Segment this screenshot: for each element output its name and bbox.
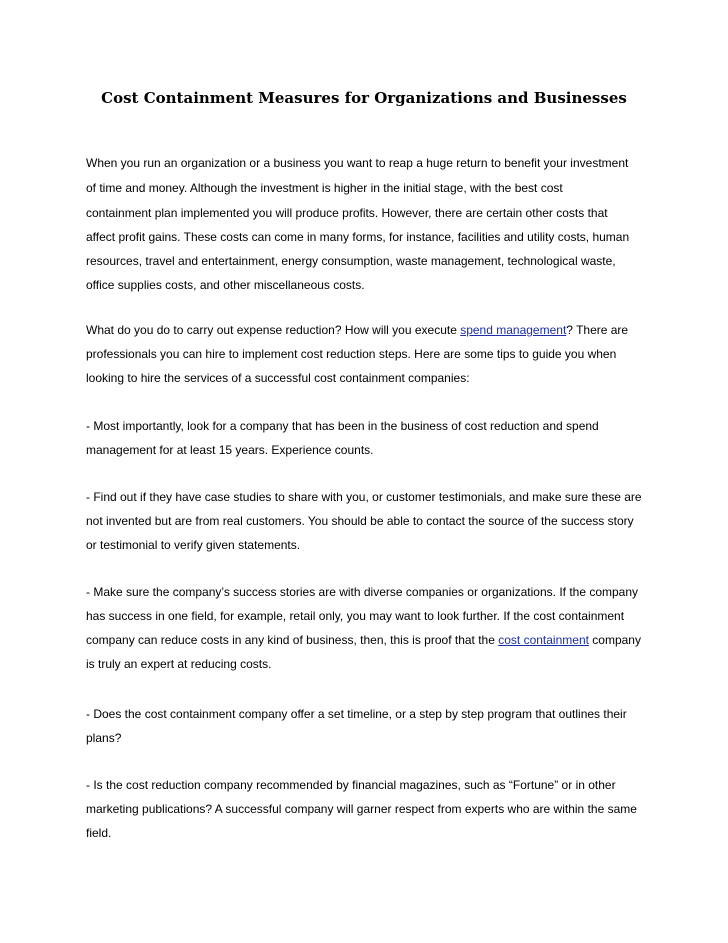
text-line: - Does the cost containment company offer a set timeline, or a step by step program that outlines their — [86, 707, 627, 721]
text-line: is truly an expert at reducing costs. — [86, 657, 272, 671]
text-line: management for at least 15 years. Experience counts. — [86, 443, 374, 457]
text-line: or testimonial to verify given statements. — [86, 538, 301, 552]
text-line: office supplies costs, and other miscellaneous costs. — [86, 278, 365, 292]
text-line: - Is the cost reduction company recommended by financial magazines, such as “Fortune” or in other — [86, 778, 616, 792]
text-line: looking to hire the services of a successful cost containment companies: — [86, 371, 470, 385]
text-line: plans? — [86, 731, 122, 745]
text-line: containment plan implemented you will produce profits. However, there are certain other costs that — [86, 206, 608, 220]
text-segment: What do you do to carry out expense reduction? How will you execute — [86, 323, 461, 337]
text-line: resources, travel and entertainment, energy consumption, waste management, technological waste, — [86, 254, 616, 268]
text-line — [86, 322, 628, 338]
text-line: professionals you can hire to implement cost reduction steps. Here are some tips to guide you when — [86, 347, 617, 361]
text-line: - Make sure the company’s success stories are with diverse companies or organizations. If the company — [86, 585, 639, 599]
text-line: marketing publications? A successful company will garner respect from experts who are within the same — [86, 802, 637, 816]
text-segment: ? There are — [566, 323, 629, 337]
text-line: - Most importantly, look for a company that has been in the business of cost reduction and spend — [86, 419, 599, 433]
text-line: of time and money. Although the investment is higher in the initial stage, with the best cost — [86, 181, 563, 195]
text-line: affect profit gains. These costs can come in many forms, for instance, facilities and utility costs, human — [86, 230, 630, 244]
spend-management-link[interactable]: spend management — [460, 323, 567, 337]
text-line: - Find out if they have case studies to share with you, or customer testimonials, and make sure these are — [86, 490, 642, 504]
text-line: not invented but are from real customers. You should be able to contact the source of the success story — [86, 514, 634, 528]
text-line: has success in one field, for example, retail only, you may want to look further. If the cost containment — [86, 609, 625, 623]
cost-containment-link[interactable]: cost containment — [498, 633, 589, 647]
document-title: Cost Containment Measures for Organizations and Businesses — [101, 89, 627, 107]
text-line: When you run an organization or a business you want to reap a huge return to benefit your investment — [86, 156, 629, 170]
text-line — [86, 632, 641, 648]
text-line: field. — [86, 826, 112, 840]
text-segment: company can reduce costs in any kind of business, then, this is proof that the — [86, 633, 499, 647]
text-segment: company — [588, 633, 641, 647]
